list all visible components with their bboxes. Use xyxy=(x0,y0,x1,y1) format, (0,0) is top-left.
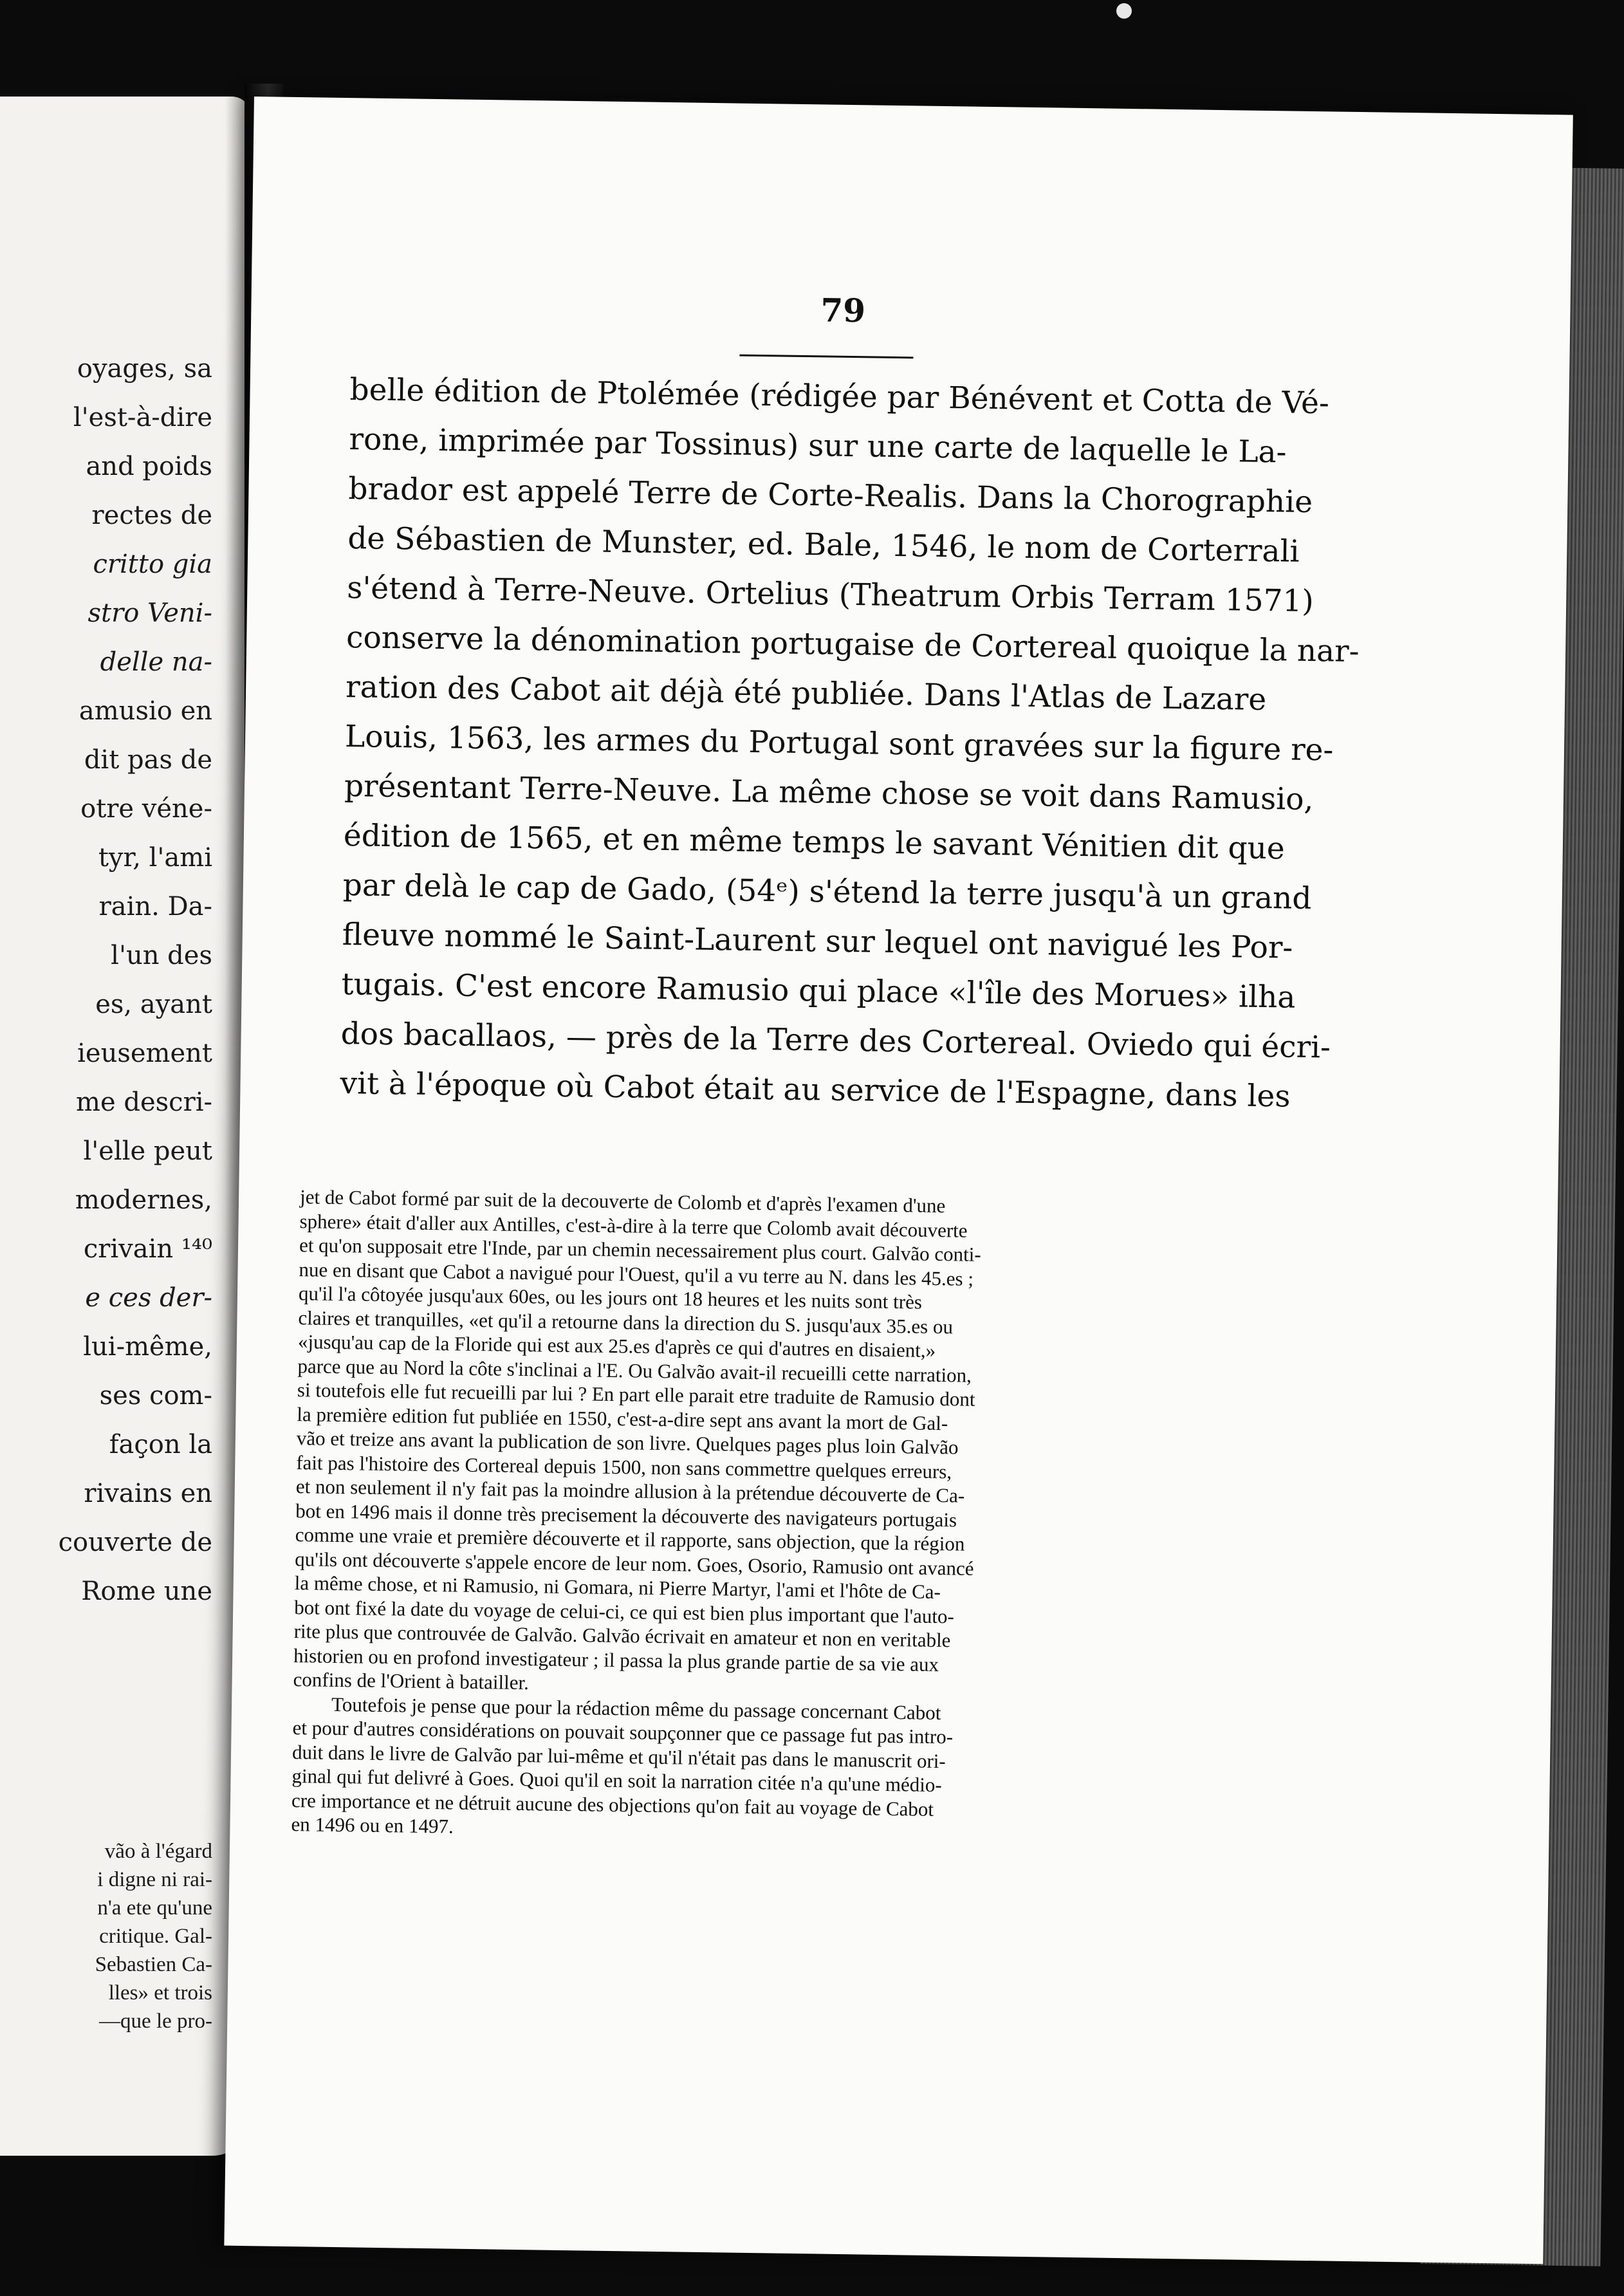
left-line: crivain ¹⁴⁰ xyxy=(83,1234,212,1264)
left-line: modernes, xyxy=(75,1185,212,1215)
left-note-line: critique. Gal- xyxy=(99,1925,212,1948)
footnote-line: et qu'on supposait etre l'Inde, par un chemin necessairement plus court. Galvão conti- xyxy=(299,1234,981,1266)
footnote-line: qu'ils ont découverte s'appele encore de leur nom. Goes, Osorio, Ramusio ont avancé xyxy=(295,1547,974,1580)
footnote-line: si toutefois elle fut recueilli par lui ? En part elle parait etre traduite de Ramusio dont xyxy=(297,1378,975,1411)
footnote-line: «jusqu'au cap de la Floride qui est aux 25.es d'après ce qui d'autres en disaient,» xyxy=(297,1330,936,1362)
left-line: stro Veni- xyxy=(88,598,212,628)
body-line: s'étend à Terre-Neuve. Ortelius (Theatrum Orbis Terram 1571) xyxy=(346,570,1315,620)
body-line: présentant Terre-Neuve. La même chose se voit dans Ramusio, xyxy=(344,768,1314,818)
footnote-line: nue en disant que Cabot a navigué pour l'Ouest, qu'il a vu terre au N. dans les 45.es ; xyxy=(299,1257,974,1290)
footnote-line: et non seulement il n'y fait pas la moindre allusion à la prétendue découverte de Ca- xyxy=(295,1475,965,1507)
footnote-line: duit dans le livre de Galvão par lui-même et qu'il n'était pas dans le manuscrit ori- xyxy=(291,1740,946,1772)
footnote-line: qu'il l'a côtoyée jusqu'aux 60es, ou les jours ont 18 heures et les nuits sont très xyxy=(298,1282,923,1313)
body-line: conserve la dénomination portugaise de Cortereal quoique la nar- xyxy=(346,620,1360,670)
left-line: oyages, sa xyxy=(77,354,212,384)
footnote-line: la première edition fut publiée en 1550, c'est-a-dire sept ans avant la mort de Gal- xyxy=(297,1402,948,1434)
left-note-line: Sebastien Ca- xyxy=(95,1953,212,1976)
left-line: me descri- xyxy=(76,1088,212,1117)
body-text xyxy=(340,365,1360,1121)
left-line: ieusement xyxy=(77,1039,212,1068)
footnote-line: ginal qui fut delivré à Goes. Quoi qu'il en soit la narration citée n'a qu'une médio- xyxy=(291,1764,942,1797)
left-line: l'un des xyxy=(111,941,212,970)
footnote-line: fait pas l'histoire des Cortereal depuis 1500, non sans commettre quelques erreurs, xyxy=(296,1450,952,1483)
left-line: rectes de xyxy=(91,501,212,530)
footnote-line: la même chose, et ni Ramusio, ni Gomara, ni Pierre Martyr, l'ami et l'hôte de Ca- xyxy=(294,1571,941,1604)
body-line: brador est appelé Terre de Corte-Realis. Dans la Chorographie xyxy=(348,471,1313,521)
body-line: ration des Cabot ait déjà été publiée. Dans l'Atlas de Lazare xyxy=(345,669,1267,718)
left-line: otre véne- xyxy=(80,794,212,824)
left-line: l'elle peut xyxy=(83,1136,212,1166)
footnote-line: jet de Cabot formé par suit de la decouverte de Colomb et d'après l'examen d'une xyxy=(299,1185,946,1217)
left-line: dit pas de xyxy=(84,745,212,775)
body-line: tugais. C'est encore Ramusio qui place «l'île des Morues» ilha xyxy=(341,967,1296,1015)
footnote-line: historien ou en profond investigateur ; il passa la plus grande partie de sa vie aux xyxy=(293,1643,939,1676)
footnote-line: et pour d'autres considérations on pouvait soupçonner que ce passage fut pas intro- xyxy=(292,1716,954,1748)
left-line: Rome une xyxy=(81,1577,212,1606)
left-page xyxy=(0,97,251,2156)
left-page-footnote xyxy=(0,1837,212,2035)
left-line: es, ayant xyxy=(95,990,212,1019)
body-line: de Sébastien de Munster, ed. Bale, 1546, le nom de Corterrali xyxy=(347,521,1300,569)
footnote-line: bot ont fixé la date du voyage de celui-ci, ce qui est bien plus important que l'auto- xyxy=(293,1595,955,1627)
footnote-line: claires et tranquilles, «et qu'il a retourne dans la direction du S. jusqu'aux 35.es ou xyxy=(298,1306,954,1338)
left-line: ses com- xyxy=(99,1381,212,1411)
left-line: and poids xyxy=(86,452,212,481)
left-line: amusio en xyxy=(78,696,212,726)
right-page xyxy=(224,97,1573,2264)
header-rule xyxy=(739,355,913,359)
left-line: façon la xyxy=(109,1430,212,1459)
footnote-line: rite plus que controuvée de Galvão. Galvão écrivait en amateur et non en veritable xyxy=(293,1620,951,1652)
left-line: lui-même, xyxy=(83,1332,212,1362)
footnote-line: Toutefois je pense que pour la rédaction même du passage concernant Cabot xyxy=(331,1692,941,1724)
left-line: l'est-à-dire xyxy=(73,403,212,432)
body-line: rone, imprimée par Tossinus) sur une carte de laquelle le La- xyxy=(349,421,1287,470)
footnote-line: parce que au Nord la côte s'inclinai a l'E. Ou Galvão avait-il recueilli cette narration, xyxy=(297,1354,972,1387)
footnote-line: cre importance et ne détruit aucune des objections qu'on fait au voyage de Cabot xyxy=(291,1788,934,1820)
left-note-line: i digne ni rai- xyxy=(97,1868,212,1891)
body-line: fleuve nommé le Saint-Laurent sur lequel ont navigué les Por- xyxy=(342,917,1293,966)
left-line: e ces der- xyxy=(85,1283,212,1313)
body-line: dos bacallaos, — près de la Terre des Cortereal. Oviedo qui écri- xyxy=(340,1016,1331,1066)
left-line: delle na- xyxy=(100,647,212,677)
body-line: édition de 1565, et en même temps le savant Vénitien dit que xyxy=(343,818,1286,867)
left-line: couverte de xyxy=(58,1528,212,1557)
body-line: par delà le cap de Gado, (54ᵉ) s'étend la terre jusqu'à un grand xyxy=(342,867,1312,917)
footnote-line: comme une vraie et première découverte et il rapporte, sans objection, que la région xyxy=(295,1523,965,1555)
left-line: rivains en xyxy=(84,1479,212,1508)
left-line: rain. Da- xyxy=(98,892,212,921)
left-page-text xyxy=(0,344,212,1616)
left-line: tyr, l'ami xyxy=(98,843,212,873)
dust-speck xyxy=(1116,3,1132,19)
left-note-line: lles» et trois xyxy=(108,1981,212,2004)
body-line: Louis, 1563, les armes du Portugal sont gravées sur la figure re- xyxy=(344,719,1334,768)
left-note-line: vão à l'égard xyxy=(104,1840,212,1863)
footnote-line: sphere» était d'aller aux Antilles, c'est-à-dire à la terre que Colomb avait découverte xyxy=(299,1209,968,1242)
body-line: belle édition de Ptolémée (rédigée par Bénévent et Cotta de Vé- xyxy=(349,372,1330,421)
left-line: critto gia xyxy=(93,550,212,579)
footnote-line: confins de l'Orient à batailler. xyxy=(293,1668,530,1694)
left-note-line: —que le pro- xyxy=(99,2010,212,2033)
footnote-line: bot en 1496 mais il donne très precisement la découverte des navigateurs portugais xyxy=(295,1499,957,1531)
footnote-line: en 1496 ou en 1497. xyxy=(291,1813,454,1838)
footnote xyxy=(291,1185,1259,1849)
left-note-line: n'a ete qu'une xyxy=(97,1896,212,1920)
body-line: vit à l'époque où Cabot était au service de l'Espagne, dans les xyxy=(340,1066,1291,1115)
page-number: 79 xyxy=(820,291,866,330)
footnote-line: vão et treize ans avant la publication de son livre. Quelques pages plus loin Galvão xyxy=(296,1427,959,1459)
